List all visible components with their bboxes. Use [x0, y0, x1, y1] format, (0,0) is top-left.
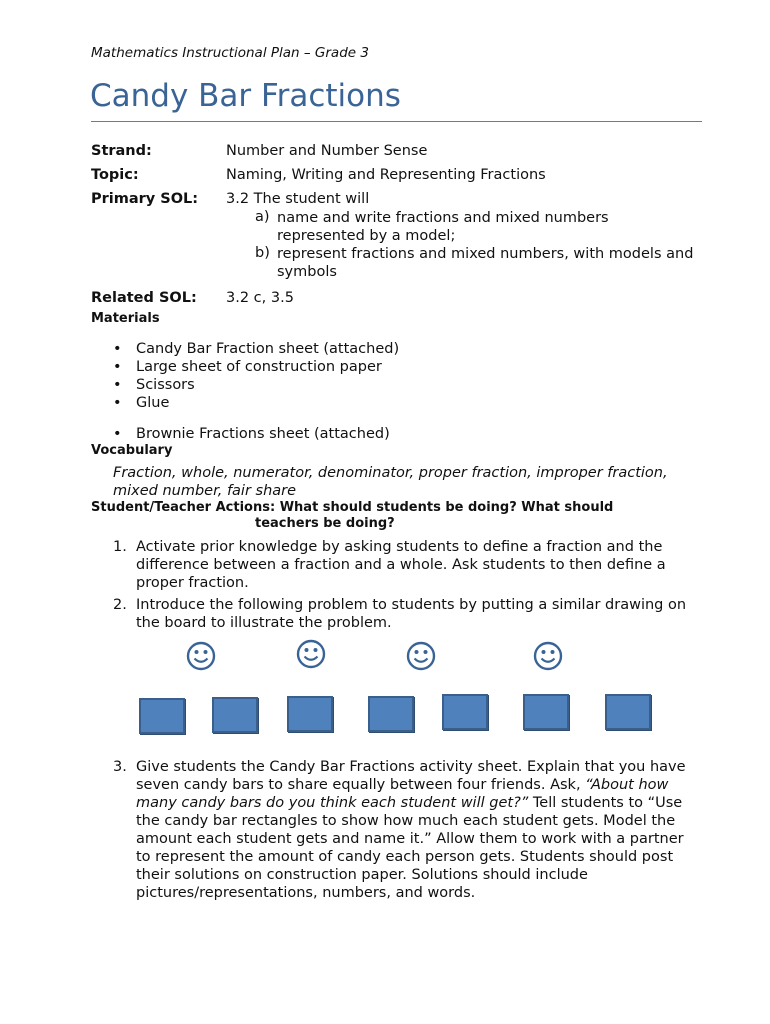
- candy-bar-rectangle: [605, 694, 651, 730]
- bullet-icon: •: [113, 426, 122, 442]
- primary-sol-value: 3.2 The student will: [226, 191, 370, 207]
- strand-value: Number and Number Sense: [226, 143, 428, 159]
- bullet-icon: •: [113, 377, 122, 393]
- bullet-icon: •: [113, 395, 122, 411]
- related-sol-value: 3.2 c, 3.5: [226, 290, 294, 306]
- topic-label: Topic:: [91, 167, 139, 183]
- primary-sol-label: Primary SOL:: [91, 191, 199, 207]
- strand-label: Strand:: [91, 143, 152, 159]
- smiley-face-icon: [533, 641, 563, 671]
- vocabulary-text: Fraction, whole, numerator, denominator, proper fraction, improper fraction, mixed number, fair share: [113, 465, 668, 499]
- sub-item-marker: a): [255, 209, 270, 225]
- step-number: 1.: [113, 539, 127, 555]
- candy-bar-rectangle: [287, 696, 333, 732]
- sub-item-text: name and write fractions and mixed numbers represented by a model;: [277, 210, 609, 244]
- step-text: Introduce the following problem to students by putting a similar drawing on the board to illustrate the problem.: [136, 597, 687, 631]
- running-header: Mathematics Instructional Plan – Grade 3: [91, 45, 369, 61]
- candy-bar-rectangle: [368, 696, 414, 732]
- page-title: Candy Bar Fractions: [90, 78, 401, 114]
- step-number: 3.: [113, 759, 127, 775]
- step-text: Activate prior knowledge by asking students to define a fraction and the difference between a fraction and a whole. Ask students to then define a proper fraction.: [136, 539, 666, 591]
- sub-item-marker: b): [255, 245, 270, 261]
- bullet-icon: •: [113, 359, 122, 375]
- related-sol-label: Related SOL:: [91, 290, 197, 306]
- smiley-face-icon: [186, 641, 216, 671]
- candy-bar-rectangle: [442, 694, 488, 730]
- actions-heading: [91, 500, 691, 532]
- document-page: Mathematics Instructional Plan – Grade 3 Candy Bar Fractions Strand: Number and Number Sense Topic: Naming, Writing and Representing Fractions Primary SOL: 3.2 The student will a) name and write fractions and mixed numbers represented by a model; b) represent fractions and mixed numbers, with models and symbols Related SOL: 3.2 c, 3.5 Materials • Candy Bar Fraction sheet (attached) • Large sheet of construction paper • Scissors • Glue • Brownie Fractions sheet (attached) Vocabulary Fraction, whole, numerator, denominator, proper fraction, improper fraction, mixed number, fair share Student/Teacher Actions: What should students be doing? What should teachers be doing? 1. Activate prior knowledge by asking students to define a fraction and the difference between a fraction and a whole. Ask students to then define a proper fraction. 2. Introduce the following problem to students by putting a similar drawing on the board to illustrate the problem. 3. Give students the Candy Bar Fractions activity sheet. Explain that you have seven candy bars to share equally between four friends. Ask, “About how many candy bars do you think each student will get?” Tell students to “Use the candy bar rectangles to show how much each student gets. Model the amount each student gets and name it.” Allow them to work with a partner to represent the amount of candy each person gets. Students should post their solutions on construction paper. Solutions should include pictures/representations, numbers, and words.: [0, 0, 770, 1024]
- smiley-face-icon: [296, 639, 326, 669]
- candy-bar-rectangle: [523, 694, 569, 730]
- vocabulary-heading: Vocabulary: [91, 443, 173, 458]
- actions-heading-line1: Student/Teacher Actions: What should students be doing? What should: [91, 500, 614, 515]
- materials-heading: Materials: [91, 311, 160, 326]
- topic-value: Naming, Writing and Representing Fractions: [226, 167, 546, 183]
- title-underline: [91, 121, 702, 122]
- step-number: 2.: [113, 597, 127, 613]
- sub-item-text: represent fractions and mixed numbers, with models and symbols: [277, 246, 694, 280]
- smiley-face-icon: [406, 641, 436, 671]
- step-text: Give students the Candy Bar Fractions activity sheet. Explain that you have seven candy bars to share equally between four friends. Ask, “About how many candy bars do you think each student will get?” Tell students to “Use the candy bar rectangles to show how much each student gets. Model the amount each student gets and name it.” Allow them to work with a partner to represent the amount of candy each person gets. Students should post their solutions on construction paper. Solutions should include pictures/representations, numbers, and words.: [136, 759, 686, 901]
- candy-bar-rectangle: [139, 698, 185, 734]
- bullet-icon: •: [113, 341, 122, 357]
- actions-heading-line2: teachers be doing?: [255, 516, 395, 531]
- candy-bar-rectangle: [212, 697, 258, 733]
